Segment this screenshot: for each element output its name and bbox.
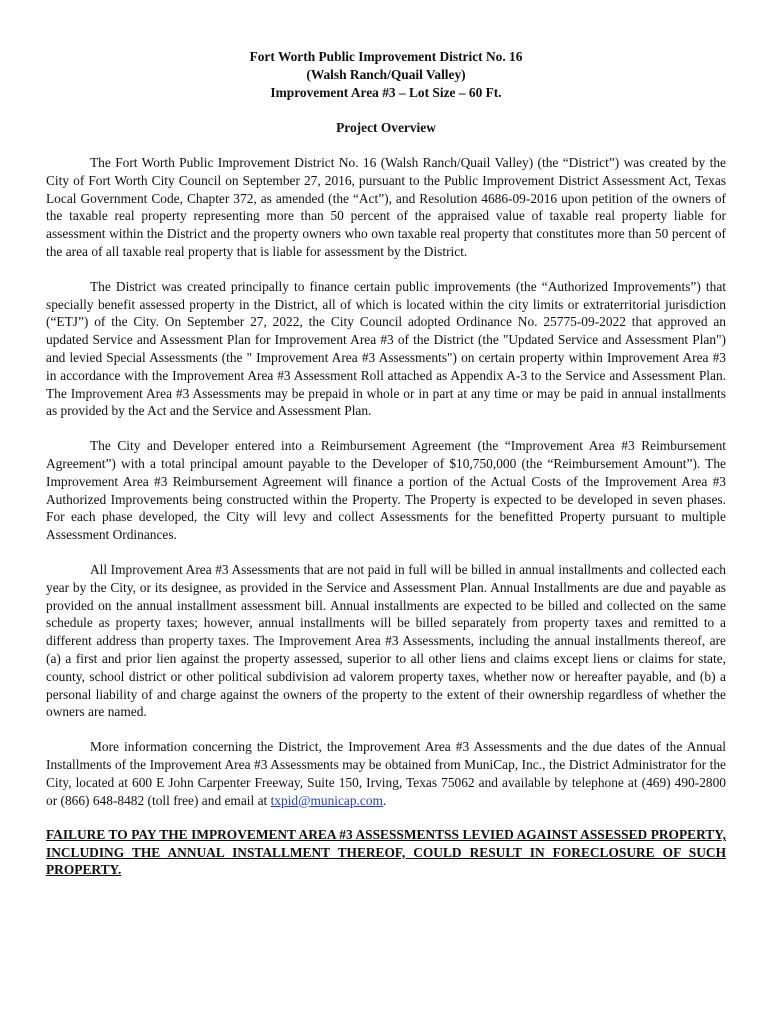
contact-text: More information concerning the District, the Improvement Area #3 Assessments and the due dates of the Annual Installments of the Improvement Area #3 Assessments may be obtained from MuniCap, Inc., the District Administrator for the City, located at 600 E John Carpenter Freeway, Suite 150, Irving, Texas 75062 and available by telephone at (469) 490-2800 or (866) 648-8482 (toll free) and email at xyxy=(46,739,726,808)
email-link[interactable]: txpid@municap.com xyxy=(270,792,383,808)
paragraph-contact-information xyxy=(46,738,726,809)
foreclosure-warning: FAILURE TO PAY THE IMPROVEMENT AREA #3 ASSESSMENTSS LEVIED AGAINST ASSESSED PROPERTY, INCLUDING THE ANNUAL INSTALLMENT THEREOF, COULD RESULT IN FORECLOSURE OF SUCH PROPERTY. xyxy=(46,827,726,877)
paragraph-district-creation: The Fort Worth Public Improvement District No. 16 (Walsh Ranch/Quail Valley) (the “District”) was created by the City of Fort Worth City Council on September 27, 2016, pursuant to the Public Improvement District Assessment Act, Texas Local Government Code, Chapter 372, as amended (the “Act”), and Resolution 4686-09-2016 upon petition of the owners of the taxable real property representing more than 50 percent of the appraised value of taxable real property liable for assessment within the District and the property owners who own taxable real property that constitutes more than 50 percent of the area of all taxable real property that is liable for assessment by the District. xyxy=(46,155,726,259)
document-page xyxy=(46,48,726,878)
section-heading: Project Overview xyxy=(336,120,436,135)
paragraph-district-purpose: The District was created principally to finance certain public improvements (the “Authorized Improvements”) that specially benefit assessed property in the District, all of which is located within the city limits or extraterritorial jurisdiction (“ETJ”) of the City. On September 27, 2022, the City Council adopted Ordinance No. 25775-09-2022 that approved an updated Service and Assessment Plan for Improvement Area #3 of the District (the "Updated Service and Assessment Plan") and levied Special Assessments (the " Improvement Area #3 Assessments") on certain property within Improvement Area #3 in accordance with the Improvement Area #3 Assessment Roll attached as Appendix A-3 to the Service and Assessment Plan. The Improvement Area #3 Assessments may be prepaid in whole or in part at any time or may be paid in annual installments as provided by the Act and the Service and Assessment Plan. xyxy=(46,278,726,419)
title-line-district: Fort Worth Public Improvement District No. 16 xyxy=(249,49,523,64)
title-line-improvement-area: Improvement Area #3 – Lot Size – 60 Ft. xyxy=(270,85,502,100)
paragraph-reimbursement-agreement: The City and Developer entered into a Reimbursement Agreement (the “Improvement Area #3 Reimbursement Agreement”) with a total principal amount payable to the Developer of $10,750,000 (the “Reimbursement Amount”). The Improvement Area #3 Reimbursement Agreement will finance a portion of the Actual Costs of the Improvement Area #3 Authorized Improvements being constructed within the Property. The Property is expected to be developed in seven phases. For each phase developed, the City will levy and collect Assessments for the benefitted Property pursuant to multiple Assessment Ordinances. xyxy=(46,438,726,543)
title-line-subdistrict: (Walsh Ranch/Quail Valley) xyxy=(306,67,466,82)
contact-trailing: . xyxy=(382,792,387,808)
document-title xyxy=(46,48,726,102)
paragraph-annual-installments: All Improvement Area #3 Assessments that are not paid in full will be billed in annual installments and collected each year by the City, or its designee, as provided in the Service and Assessment Plan. Annual Installments are due and payable as provided on the annual installment assessment bill. Annual installments are expected to be billed and collected on the same schedule as property taxes; however, annual installments will be billed separately from property taxes and remitted to a different address than property taxes. The Improvement Area #3 Assessments, including the annual installments thereof, are (a) a first and prior lien against the property assessed, superior to all other liens and claims except liens or claims for state, county, school district or other political subdivision ad valorem property taxes, whether now or hereafter payable, and (b) a personal liability of and charge against the owners of the property to the extent of their ownership regardless of whether the owners are named. xyxy=(46,561,726,720)
